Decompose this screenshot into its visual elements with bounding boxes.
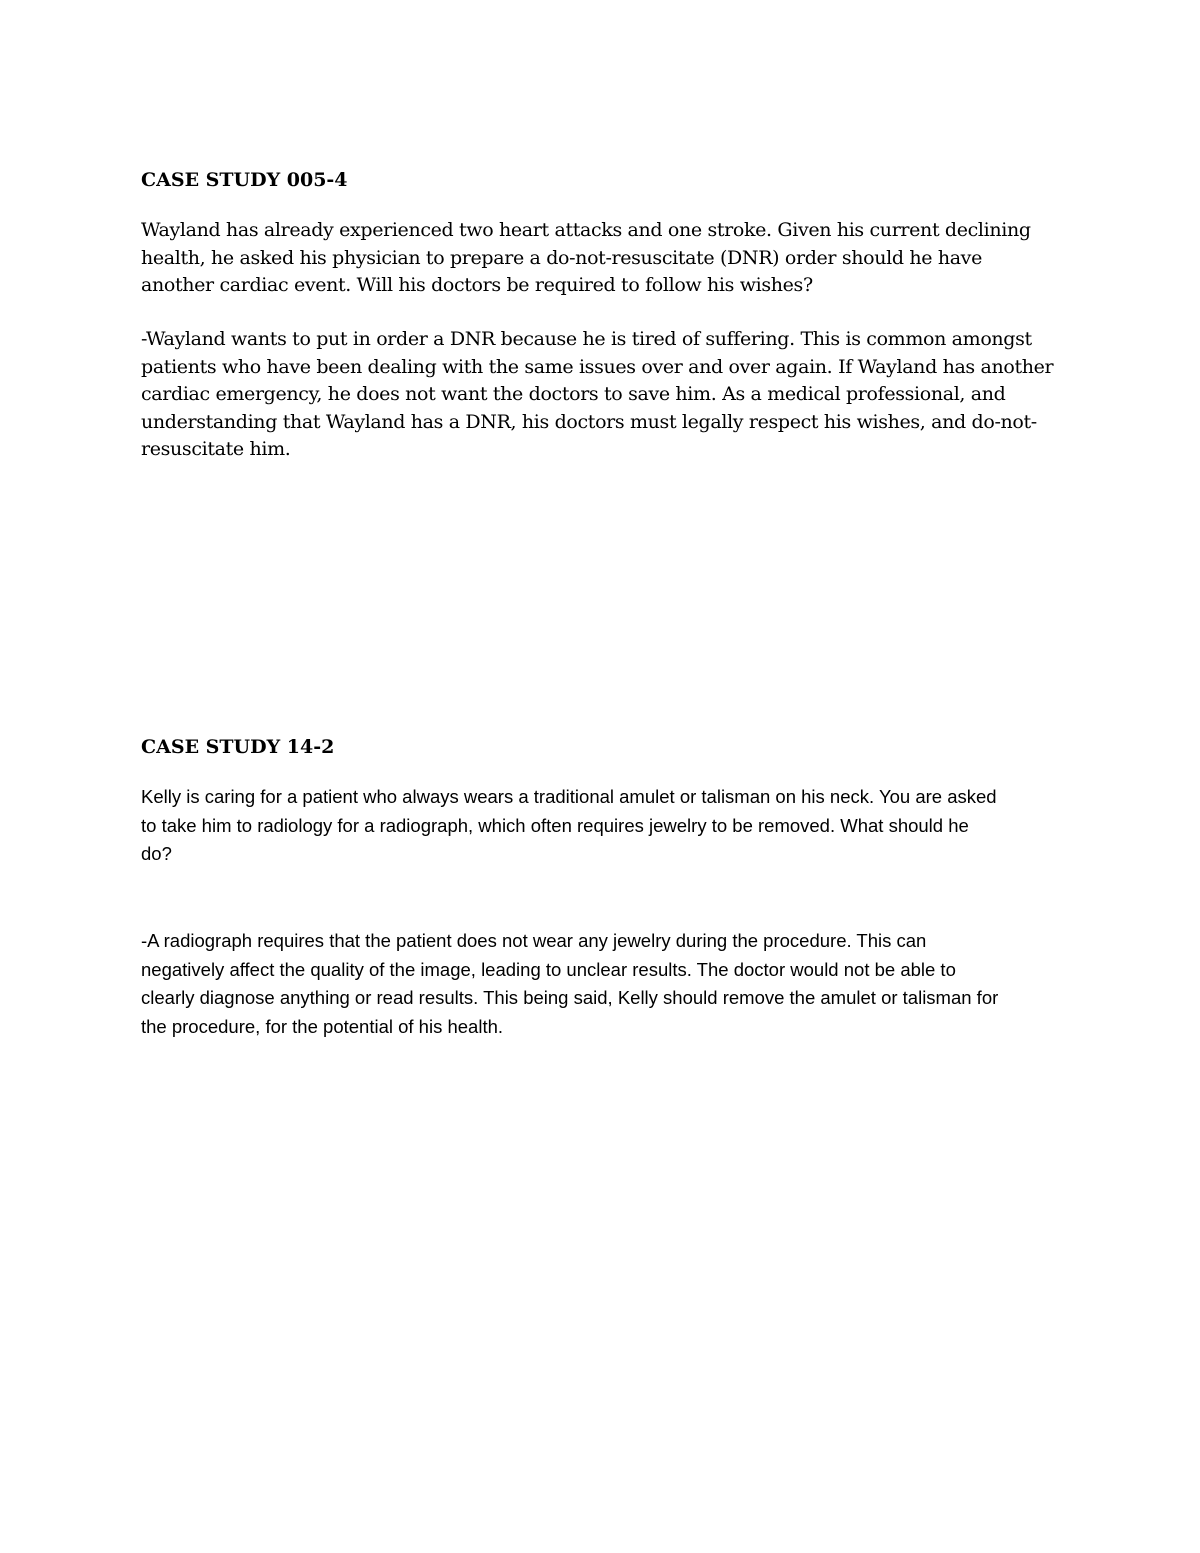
case-study-2-heading: CASE STUDY 14-2	[141, 736, 335, 758]
case-study-2-question-line: to take him to radiology for a radiograph, which often requires jewelry to be removed. What should he	[141, 814, 969, 836]
case-study-2-answer-line: negatively affect the quality of the image, leading to unclear results. The doctor would not be able to	[141, 958, 956, 980]
case-study-2-answer	[141, 927, 1071, 1041]
case-study-1-question-line: health, he asked his physician to prepare a do-not-resuscitate (DNR) order should he have	[141, 246, 982, 269]
case-study-1-answer-line: resuscitate him.	[141, 438, 291, 460]
case-study-1-answer-line: understanding that Wayland has a DNR, his doctors must legally respect his wishes, and do-not-	[141, 410, 1037, 433]
case-study-1-question	[141, 217, 1071, 300]
case-study-2-answer-line: clearly diagnose anything or read results. This being said, Kelly should remove the amulet or talisman for	[141, 987, 999, 1008]
case-study-1-heading: CASE STUDY 005-4	[141, 169, 348, 191]
case-study-1-question-line: Wayland has already experienced two heart attacks and one stroke. Given his current declining	[141, 219, 1031, 241]
case-study-2-question	[141, 783, 1071, 869]
case-study-1-answer	[141, 326, 1071, 464]
case-study-1-answer-line: cardiac emergency, he does not want the doctors to save him. As a medical professional, and	[141, 383, 1006, 405]
case-study-2-question-line: Kelly is caring for a patient who always wears a traditional amulet or talisman on his neck. You are asked	[141, 786, 997, 807]
case-study-1-question-line: another cardiac event. Will his doctors be required to follow his wishes?	[141, 274, 813, 296]
case-study-2-question-line: do?	[141, 843, 172, 864]
case-study-2-answer-line: the procedure, for the potential of his health.	[141, 1015, 504, 1037]
case-study-1-answer-line: -Wayland wants to put in order a DNR because he is tired of suffering. This is common amongst	[141, 328, 1032, 350]
case-study-1-answer-line: patients who have been dealing with the same issues over and over again. If Wayland has another	[141, 355, 1054, 378]
case-study-2-answer-line: -A radiograph requires that the patient does not wear any jewelry during the procedure. This can	[141, 930, 927, 951]
